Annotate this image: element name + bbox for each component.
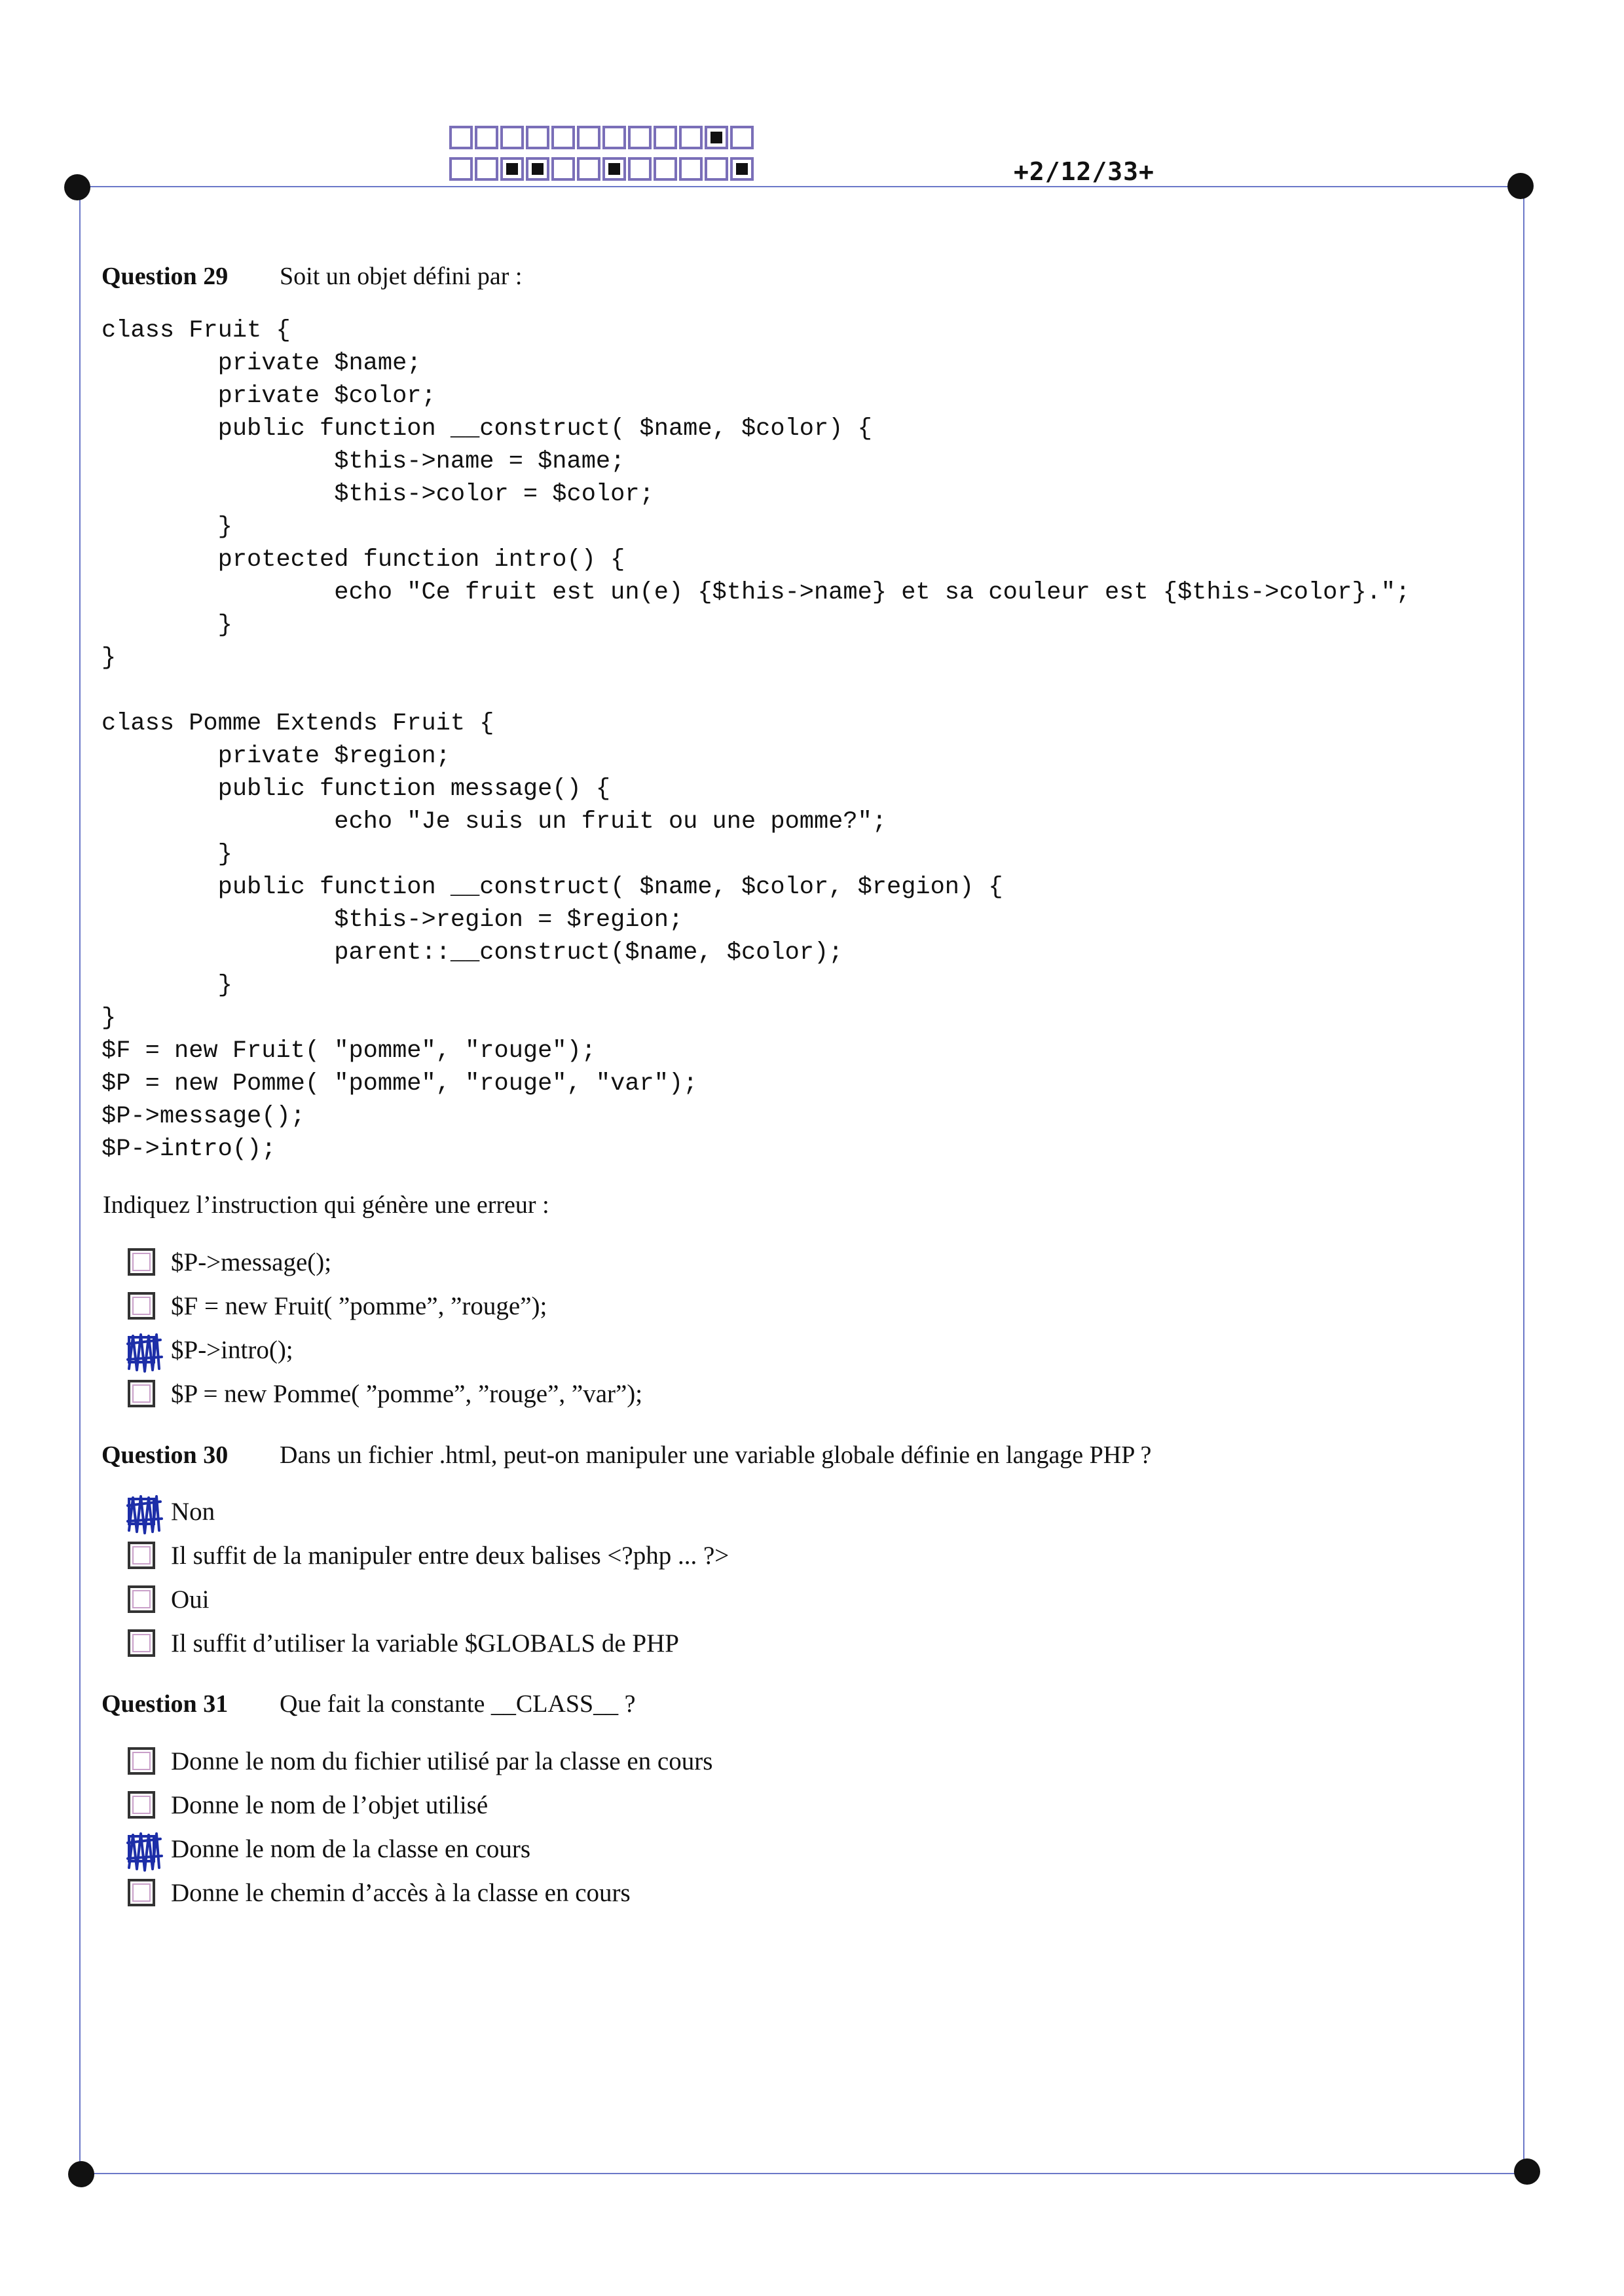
frame-left (79, 186, 81, 2174)
checkbox[interactable] (128, 1629, 155, 1657)
id-box (679, 126, 703, 149)
question-30-text: Dans un fichier .html, peut-on manipuler une variable globale définie en langage PHP ? (280, 1441, 1152, 1469)
id-box (705, 157, 728, 181)
corner-mark-top-right (1507, 173, 1534, 199)
q30-option-2[interactable] (128, 1539, 729, 1572)
checkbox[interactable] (128, 1585, 155, 1613)
pen-mark-icon (124, 1331, 164, 1374)
id-box (449, 126, 473, 149)
option-label: Donne le nom du fichier utilisé par la classe en cours (171, 1747, 713, 1775)
corner-mark-bottom-right (1514, 2158, 1540, 2185)
option-label: Donne le chemin d’accès à la classe en cours (171, 1878, 631, 1907)
question-29-code: class Fruit { private $name; private $color; public function __construct( $name, $color) { $this->name = $name; $this->color = $color; } protected function intro() { echo "Ce fruit est un(e) {$this->name} et sa couleur est {$this->color}."; } } class Pomme Extends Fruit { private $region; public function message() { echo "Je suis un fruit ou une pomme?"; } public function __construct( $name, $color, $region) { $this->region = $region; parent::__construct($name, $color); } } $F = new Fruit( "pomme", "rouge"); $P = new Pomme( "pomme", "rouge", "var"); $P->message(); $P->intro(); (101, 317, 1411, 1163)
checkbox[interactable] (128, 1747, 155, 1775)
id-box (730, 126, 754, 149)
checkbox[interactable] (128, 1791, 155, 1819)
frame-bottom (81, 2173, 1527, 2174)
question-29-prompt: Indiquez l’instruction qui génère une erreur : (103, 1191, 549, 1219)
id-code-row-2 (449, 157, 756, 181)
option-label: Donne le nom de la classe en cours (171, 1834, 531, 1863)
checkbox[interactable] (128, 1879, 155, 1906)
page-code: +2/12/33+ (1014, 157, 1154, 186)
option-label: $P = new Pomme( ”pomme”, ”rouge”, ”var”); (171, 1379, 643, 1408)
id-box (475, 126, 498, 149)
q29-option-4[interactable] (128, 1377, 642, 1410)
id-box (654, 157, 677, 181)
q30-option-1[interactable] (128, 1495, 215, 1528)
checkbox-checked[interactable] (128, 1835, 155, 1862)
question-29-label: Question 29 (101, 263, 229, 290)
id-code-row-1 (449, 126, 756, 149)
option-label: $P->message(); (171, 1248, 332, 1276)
id-box (449, 157, 473, 181)
id-box (526, 126, 549, 149)
q29-option-1[interactable] (128, 1246, 331, 1278)
q31-option-2[interactable] (128, 1788, 488, 1821)
pen-mark-icon (124, 1830, 164, 1873)
checkbox[interactable] (128, 1292, 155, 1320)
q30-option-4[interactable] (128, 1627, 679, 1659)
id-box (500, 126, 524, 149)
id-box-filled (500, 157, 524, 181)
option-label: $P->intro(); (171, 1335, 293, 1364)
question-31-heading (101, 1690, 636, 1718)
checkbox[interactable] (128, 1380, 155, 1407)
option-label: Non (171, 1497, 215, 1526)
question-29-heading (101, 262, 522, 291)
question-29-text: Soit un objet défini par : (280, 263, 523, 290)
id-box (577, 126, 600, 149)
q29-option-3[interactable] (128, 1333, 293, 1366)
id-box (628, 126, 652, 149)
option-label: Donne le nom de l’objet utilisé (171, 1790, 489, 1819)
checkbox-checked[interactable] (128, 1336, 155, 1363)
frame-top (79, 186, 1523, 187)
id-box (475, 157, 498, 181)
q30-option-3[interactable] (128, 1583, 210, 1616)
checkbox[interactable] (128, 1542, 155, 1569)
q31-option-4[interactable] (128, 1876, 631, 1909)
option-label: Il suffit de la manipuler entre deux balises <?php ... ?> (171, 1541, 729, 1570)
option-label: $F = new Fruit( ”pomme”, ”rouge”); (171, 1291, 547, 1320)
id-box (551, 126, 575, 149)
corner-mark-bottom-left (68, 2161, 94, 2187)
q29-option-2[interactable] (128, 1289, 547, 1322)
id-box (628, 157, 652, 181)
id-box (654, 126, 677, 149)
id-box-filled (730, 157, 754, 181)
id-box-filled (602, 157, 626, 181)
id-box (602, 126, 626, 149)
option-label: Oui (171, 1585, 210, 1614)
id-box (577, 157, 600, 181)
corner-mark-top-left (64, 174, 90, 200)
question-30-heading (101, 1441, 1151, 1470)
frame-right (1523, 186, 1524, 2174)
question-30-label: Question 30 (101, 1441, 229, 1469)
pen-mark-icon (124, 1492, 164, 1536)
question-31-text: Que fait la constante __CLASS__ ? (280, 1690, 636, 1718)
q31-option-3[interactable] (128, 1832, 530, 1865)
id-box (679, 157, 703, 181)
q31-option-1[interactable] (128, 1745, 712, 1777)
question-31-label: Question 31 (101, 1690, 229, 1718)
checkbox[interactable] (128, 1248, 155, 1276)
id-box (551, 157, 575, 181)
checkbox-checked[interactable] (128, 1498, 155, 1525)
option-label: Il suffit d’utiliser la variable $GLOBALS de PHP (171, 1629, 679, 1657)
id-box-filled (526, 157, 549, 181)
id-box-filled (705, 126, 728, 149)
